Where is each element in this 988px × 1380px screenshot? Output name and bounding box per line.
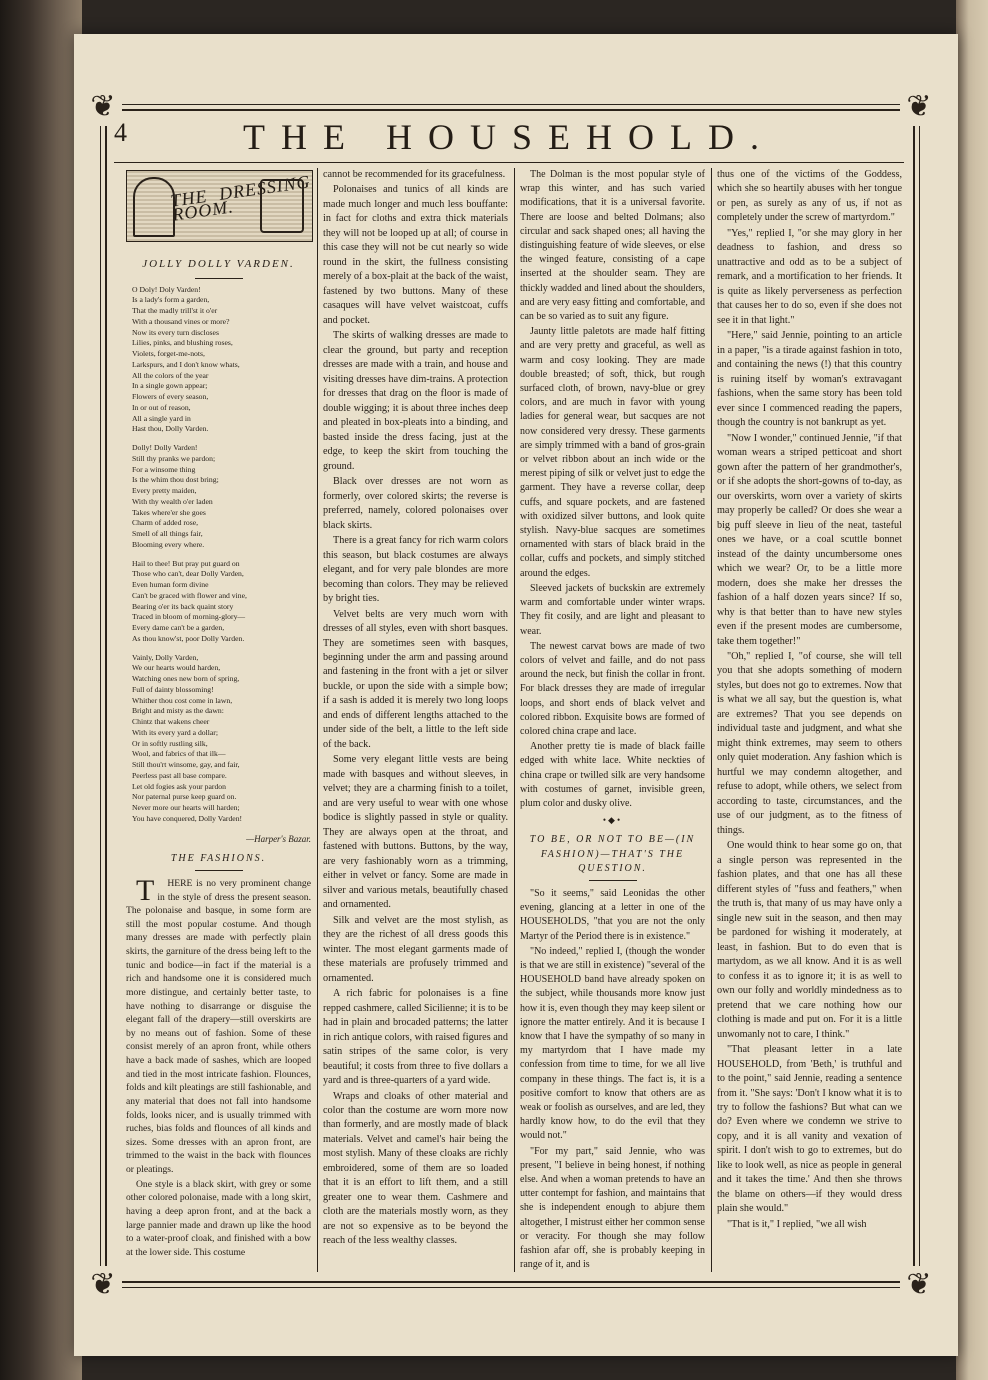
paragraph: thus one of the victims of the Goddess, which she so heartily abuses with her tongue or pen, as surely as any of us, if not as completely under the screw of martyrdom." <box>717 169 902 224</box>
corner-ornament-icon: ❦ <box>900 88 938 126</box>
poem-stanza: Dolly! Dolly Varden! Still thy pranks we pardon; For a winsome thing Is the whim thou dost bring; Every pretty maiden, With thy wealth o'er laden Takes where'er she goes Charm of added rose, Smell of all things fair, Blooming every where. <box>132 443 219 549</box>
poem-attribution: —Harper's Bazar. <box>246 833 311 844</box>
column-2 <box>323 168 508 1249</box>
paragraph: "That pleasant letter in a late HOUSEHOLD, from 'Beth,' is truthful and to the point," said Jennie, reading a sentence from it. "She says: 'Don't I know what it is to try to follow the fashions? But what can we do? Even where we condemn we strive to copy, and it is all vanity and vexation of spirit. I don't wish to go to extremes, but do like to look well, as nice as people in general and it takes the time.' And then she throws the blame on others—if they would dress plain she would." <box>717 1044 902 1215</box>
poem-stanza: Vainly, Dolly Varden, We our hearts would harden, Watching ones new born of spring, Full of dainty blossoming! Whither thou cost come in lawn, Bright and misty as the dawn: Chintz that wakens cheer With its every yard a dollar; Or in softly rustling silk, Wool, and fabrics of that ilk— Still thou'rt winsome, gay, and fair, Peerless past all base compare. Let old fogies ask your pardon Nor paternal purse keep guard on. Never more our hearts will harden; You have conquered, Dolly Varden! <box>132 652 243 823</box>
article-headline: TO BE, OR NOT TO BE—(IN FASHION)—THAT'S THE QUESTION. <box>529 834 696 874</box>
paragraph: "For my part," said Jennie, who was present, "I believe in being honest, if nothing else. And when a woman pretends to have an utter contempt for fashion, and maintains that she is independent enough to abjure them altogether, I mistrust either her common sense or veracity. For though she may follow fashion afar off, she is probably keeping in range of it, and is <box>520 1145 705 1271</box>
masthead <box>114 114 904 162</box>
book-binding <box>0 0 82 1380</box>
paragraph: The skirts of walking dresses are made to clear the ground, but party and reception dresses are made with a train, and house and visiting dresses have dim-trains. A protection for dresses that drag on the floor is made of double wigging; it is about three inches deep and pleated in box-pleats into a binding, and basted inside the dress facing, just at the edge, to keep the skirt from touching the ground. <box>323 330 508 472</box>
masthead-rule <box>114 162 904 163</box>
paragraph: Another pretty tie is made of black faille edged with white lace. White neckties of china crape or twilled silk are very handsome with costumes of garnet, invisible green, plum color and dusky olive. <box>520 741 705 809</box>
paragraph: "Oh," replied I, "of course, she will tell you that she adopts something of modern styles, but does not go to extremes. Now that is what we all say, but the question is, what are extremes? That you see depends on individual taste and judgment, and what she might think extremes, may seem to others only quiet moderation. Any fashion which is hurtful we may condemn altogether, and refuse to adopt, while others, we select from according to taste, circumstances, and the use of our judgment, as to the fitness of things. <box>717 650 902 836</box>
paragraph: The Dolman is the most popular style of wrap this winter, and has such varied modifications, that it is a universal favorite. There are loose and belted Dolmans; also circular and sack shaped ones; all having the distinguishing feature of wide sleeves, or else the winged feature, consisting of a cape inserted at the shoulder seam. They are thickly wadded and lined about the shoulders, and are very easy fitting and comfortable, and can be so varied as to suit any figure. <box>520 169 705 323</box>
column-divider <box>711 168 712 1272</box>
logo-text: THE DRESSING ROOM. <box>169 171 312 225</box>
paragraph: "So it seems," said Leonidas the other evening, glancing at a letter in one of the HOUSEHOLDS, "that you are not the only Martyr of the Period there is in existence." <box>520 887 705 942</box>
column-4 <box>717 168 902 1232</box>
paragraph: cannot be recommended for its gracefulness. <box>323 169 506 180</box>
paragraph: Sleeved jackets of buckskin are extremely warm and comfortable under winter wraps. They fit cosily, and are light and pleasant to wear. <box>520 582 705 637</box>
paragraph: "No indeed," replied I, (though the wonder is that we are still in existence) "several of the HOUSEHOLD band have already spoken on the subject, while thousands more know just how it is, even though they may keep silent or ignore the matter entirely. And it is because I know that I have the sympathy of so many in my martyrdom that I have made my confession from time to time, for we all live company in these things. The fact is, it is a positive comfort to know that others are as weak or foolish as ourselves, and are led, they hardly know how, to do the evil that they would not." <box>520 945 705 1142</box>
paragraph: Some very elegant little vests are being made with basques and without sleeves, in velvet; they are a charming finish to a toilet, and are very useful to wear with one whose bodice is slightly passed in style or quality. They are always open at the throat, and fastened with buttons. Buttons, by the way, are very fashionably worn as a trimming, either in velvet or fancy. Some are made in silver and various metals, beautifully chased and ornamented. <box>323 754 508 911</box>
section-title: THE FASHIONS. <box>170 853 267 865</box>
paragraph: Wraps and cloaks of other material and color than the costume are worn more now than formerly, and are mostly made of black materials. Velvet and camel's hair being the most stylish. Many of these cloaks are richly embroidered, some of them are so loaded that it is an effort to lift them, and a still greater one to wear them. Cashmere and cloth are the materials mostly worn, as they are not so expensive as to be beyond the reach of the less wealthy classes. <box>323 1090 508 1247</box>
paragraph: One style is a black skirt, with grey or some other colored polonaise, made with a long skirt, having a deep apron front, and at the back a large pannier made and drawn up like the hood to a water-proof cloak, and finished with a bow at the lower side. This costume <box>126 1178 311 1258</box>
page-title: THE HOUSEHOLD. <box>243 117 775 157</box>
paragraph: Jaunty little paletots are made half fitting and are very pretty and graceful, as well as warm and cosy looking. They are made double breasted; of soft, thick, but rough surfaced cloth, of brown, navy-blue or grey colors, and are much in favor with young ladies for general wear, but sacques are not now considered very dressy. These garments are simply trimmed with a band of gros-grain or velvet ribbon about an inch wide or the merest piping of silk or velvet just to edge the garment. They have a reverse collar, deep cuffs, and square pockets, and are fastened with oxidized silver buttons, and look quite stylish. Navy-blue sacques are sometimes ornamented with stars of black braid in the collar, cuffs and pockets, and simply stitched around the edges. <box>520 326 705 579</box>
corner-ornament-icon: ❦ <box>900 1266 938 1304</box>
column-1 <box>126 168 311 1259</box>
corner-ornament-icon: ❦ <box>84 88 122 126</box>
corner-ornament-icon: ❦ <box>84 1266 122 1304</box>
column-divider <box>317 168 318 1272</box>
mirror-icon <box>133 177 175 237</box>
paragraph: T HERE is no very prominent change in the style of dress the present season. The polonaise and basque, in some form are still the most popular costume. And though many dresses are made with perfectly plain skirts, the garniture of the dress being left to the tunic and bodice—in fact if the material is a rich and handsome one it is considered much more distingue, and certainly better taste, to have nothing to disarrange or disguise the elegant fall of the drapery—still overskirts are by no means out of fashion. Some of these consist merely of an apron front, while others have a back made of sashes, which are looped and tied in the most intricate fashion. Flounces, folds and kilt pleatings are still fashionable, and any material that does not fall into handsome folds, looks nicer, and is usually trimmed with ruches, bias folds and flounces of all kinds and sizes. Some dresses with an apron front, are trimmed to the waist in the back with flounces or pleatings. <box>126 873 311 1175</box>
drop-cap: T <box>136 873 155 907</box>
paragraph: A rich fabric for polonaises is a fine repped cashmere, called Sicilienne; it is to be had in plain and brocaded patterns; the latter in rich antique colors, with raised figures and satin stripes of the same color, is very beautiful; it costs from three to five dollars a yard and is three-quarters of a yard wide. <box>323 988 508 1087</box>
poem-stanza: Hail to thee! But pray put guard on Those who can't, dear Dolly Varden, Even human form divine Can't be graced with flower and vine, Bearing o'er its back quaint story Traced in bloom of morning-glory— Every dame can't be a garden, As thou know'st, poor Dolly Varden. <box>132 558 247 643</box>
paragraph: Silk and velvet are the most stylish, as they are the richest of all dress goods this winter. The most elegant garments made of these materials are profusely trimmed and ornamented. <box>323 914 508 984</box>
paragraph: There is a great fancy for rich warm colors this season, but black costumes are always elegant, and for very pale blondes are more becoming than colors. They may be relieved by bright ties. <box>323 535 508 605</box>
paragraph: "Yes," replied I, "or she may glory in her deadness to fashion, and dress so unattractive and odd as to be a subject of remark, and a mortification to her friends. It is quite as likely perverseness as perfection that causes her to do so, even if she does not see it in that light." <box>717 227 902 326</box>
title-rule <box>195 870 243 871</box>
column-divider <box>514 168 515 1272</box>
column-3 <box>520 168 705 1272</box>
title-rule <box>195 278 243 279</box>
dresser-icon <box>260 179 304 233</box>
dressing-room-logo <box>126 170 313 242</box>
page-number: 4 <box>114 118 127 147</box>
paragraph: Black over dresses are not worn as formerly, over colored skirts; the reverse is preferred, namely, colored polonaises over black skirts. <box>323 476 508 531</box>
adjacent-page-edge <box>956 0 988 1380</box>
poem-stanza: O Doly! Doly Varden! Is a lady's form a garden, That the madly trill'st it o'er With a thousand vines or more? Now its every turn discloses Lilies, pinks, and blushing roses, Violets, forget-me-nots, Larkspurs, and I don't know whats, All the colors of the year In a single gown appear; Flowers of every season, In or out of reason, All a single yard in Hast thou, Dolly Varden. <box>132 284 240 434</box>
paragraph: Velvet belts are very much worn with dresses of all styles, even with short basques. They are sometimes seen with basques, beginning under the arm and passing around and fastening in the front with a jet or silver buckle, or upon the side with a simple bow; if a sash is added it is merely two long loops and ends of different lengths attached to the under side of the belt, a little to the left side of the back. <box>323 608 508 750</box>
paragraph: One would think to hear some go on, that a single person was represented in the fashion plates, and that one has all these different styles of "fuss and feathers," when the truth is, that many of us may have only a single new suit in the season, and then may be pardoned for wishing it moderately, at least, in fashion. But to do even that is martydom, as we all know. And it is as well to confess it as to ignore it; it is as well to own our folly and worldly mindedness as to pretend that we care nothing how our clothing is made and put on. For it is a little unwomanly not to care, I think." <box>717 840 902 1040</box>
paragraph: The newest carvat bows are made of two colors of velvet and faille, and do not pass around the neck, but finish the collar in front. For black dresses they are made of irregular loops, and short ends of black velvet and colored ribbon. Exquisite bows are formed of colored china crape and lace. <box>520 640 705 737</box>
title-rule <box>589 880 637 881</box>
paragraph: Polonaises and tunics of all kinds are made much longer and much less bouffante: in fact for cloths and extra thick materials they will not be looped up at all; of course in this case they will not be cut nearly so wide round in the skirt, the fullness consisting merely of a box-plait at the back of the waist, fastened by two buttons. Many of these casaques will have velvet waistcoat, cuffs and pocket. <box>323 184 509 326</box>
newspaper-page <box>74 34 958 1356</box>
paragraph: "Here," said Jennie, pointing to an article in a paper, "is a tirade against fashion in toto, and containing the news (!) that this country is ruining itself by woman's extravagant fashions, when the same story has been told ever since I commenced reading the papers, though the country is not bankrupt as yet. <box>717 330 902 429</box>
paragraph: "Now I wonder," continued Jennie, "if that woman wears a striped petticoat and short gown after the pattern of her grandmother's, or if she adopts the short-gowns of to-day, as our overskirts, worn over a variety of skirts may properly be called? Or does she wear a big puff sleeve in lieu of the neat, tasteful ones we have, or a coal scuttle bonnet instead of the dainty uncumbersome ones which we wear? Or, to be a little more modern, does she make her dresses the fashion of a half dozen years since? If so, why is that better than to have new styles even if the present modes are cumbersome, take them together!" <box>717 432 902 647</box>
poem-title: JOLLY DOLLY VARDEN. <box>142 258 295 270</box>
section-ornament: •◆• <box>602 815 623 826</box>
paragraph: "That is it," I replied, "we all wish <box>727 1218 867 1230</box>
